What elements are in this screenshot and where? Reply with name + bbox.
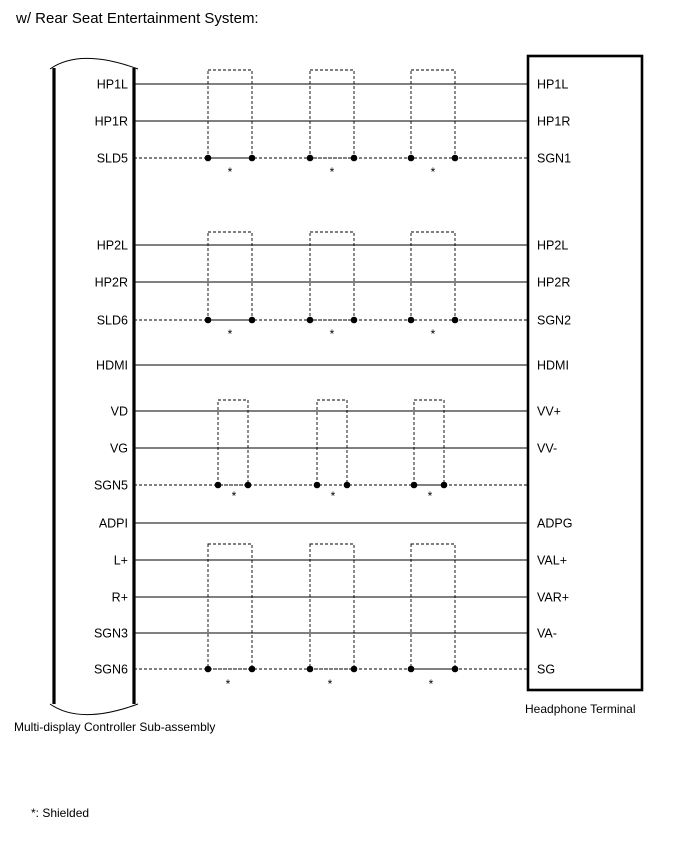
shield-0-2-loop	[411, 70, 455, 158]
shield-0-2-mark: *	[430, 165, 436, 179]
shield-2-2-right-dot	[441, 482, 448, 489]
conn-4-left-pin: HP2R	[94, 275, 128, 290]
conn-5-left-pin: SLD6	[96, 313, 128, 328]
shield-3-2-loop	[411, 544, 455, 669]
conn-3-left-pin: HP2L	[96, 238, 128, 253]
shield-legend: *: Shielded	[31, 806, 90, 820]
shield-0-1-left-dot	[307, 155, 314, 162]
conn-14-left-pin: SGN6	[93, 662, 128, 677]
conn-2-right-pin: SGN1	[537, 151, 572, 166]
conn-8-right-pin: VV-	[537, 441, 558, 456]
shield-2-2-mark: *	[427, 489, 433, 503]
conn-6-right-pin: HDMI	[537, 358, 569, 373]
shield-1-1-left-dot	[307, 317, 314, 324]
shield-0-0-mark: *	[227, 165, 233, 179]
shield-3-2-mark: *	[428, 677, 434, 691]
conn-10-left-pin: ADPI	[98, 516, 128, 531]
shield-1-1-mark: *	[329, 327, 335, 341]
shield-1-2-right-dot	[452, 317, 459, 324]
conn-13-left-pin: SGN3	[93, 626, 128, 641]
shield-3-1-mark: *	[327, 677, 333, 691]
conn-9-left-pin: SGN5	[93, 478, 128, 493]
conn-12-left-pin: R+	[111, 590, 128, 605]
conn-2-left-pin: SLD5	[96, 151, 128, 166]
shield-3-0-right-dot	[249, 666, 256, 673]
shield-0-1-mark: *	[329, 165, 335, 179]
shield-3-1-loop	[310, 544, 354, 669]
shield-2-0-mark: *	[231, 489, 237, 503]
shield-1-0-left-dot	[205, 317, 212, 324]
shield-2-1-loop	[317, 400, 347, 485]
conn-7-right-pin: VV+	[537, 404, 561, 419]
shield-2-0-right-dot	[245, 482, 252, 489]
shield-1-0-right-dot	[249, 317, 256, 324]
conn-14-right-pin: SG	[537, 662, 556, 677]
conn-1-left-pin: HP1R	[94, 114, 128, 129]
conn-13-right-pin: VA-	[537, 626, 557, 641]
shield-0-0-loop	[208, 70, 252, 158]
shield-3-0-loop	[208, 544, 252, 669]
conn-0-left-pin: HP1L	[96, 77, 128, 92]
top-break-line	[50, 59, 138, 70]
shield-2-2-left-dot	[411, 482, 418, 489]
diagram-title: w/ Rear Seat Entertainment System:	[16, 10, 259, 27]
shield-0-2-left-dot	[408, 155, 415, 162]
shield-0-0-right-dot	[249, 155, 256, 162]
shield-3-0-left-dot	[205, 666, 212, 673]
conn-0-right-pin: HP1L	[537, 77, 569, 92]
conn-4-right-pin: HP2R	[537, 275, 571, 290]
conn-3-right-pin: HP2L	[537, 238, 569, 253]
conn-11-right-pin: VAL+	[537, 553, 567, 568]
shield-group	[205, 70, 459, 691]
shield-2-0-loop	[218, 400, 248, 485]
shield-1-2-left-dot	[408, 317, 415, 324]
shield-1-1-right-dot	[351, 317, 358, 324]
conn-10-right-pin: ADPG	[537, 516, 573, 531]
conn-1-right-pin: HP1R	[537, 114, 571, 129]
shield-3-1-left-dot	[307, 666, 314, 673]
shield-2-0-left-dot	[215, 482, 222, 489]
shield-1-0-mark: *	[227, 327, 233, 341]
right-component-label: Headphone Terminal	[525, 702, 636, 716]
shield-3-0-mark: *	[225, 677, 231, 691]
shield-2-2-loop	[414, 400, 444, 485]
shield-2-1-left-dot	[314, 482, 321, 489]
shield-2-1-mark: *	[330, 489, 336, 503]
shield-2-1-right-dot	[344, 482, 351, 489]
shield-0-1-right-dot	[351, 155, 358, 162]
conn-8-left-pin: VG	[109, 441, 128, 456]
shield-3-1-right-dot	[351, 666, 358, 673]
bottom-break-line	[50, 704, 138, 715]
left-component-label: Multi-display Controller Sub-assembly	[14, 720, 216, 734]
shield-0-0-left-dot	[205, 155, 212, 162]
conn-7-left-pin: VD	[110, 404, 128, 419]
conn-11-left-pin: L+	[113, 553, 128, 568]
shield-3-2-left-dot	[408, 666, 415, 673]
shield-3-2-right-dot	[452, 666, 459, 673]
conn-6-left-pin: HDMI	[96, 358, 128, 373]
shield-0-1-loop	[310, 70, 354, 158]
conn-12-right-pin: VAR+	[537, 590, 570, 605]
shield-0-2-right-dot	[452, 155, 459, 162]
conn-5-right-pin: SGN2	[537, 313, 572, 328]
shield-1-2-mark: *	[430, 327, 436, 341]
